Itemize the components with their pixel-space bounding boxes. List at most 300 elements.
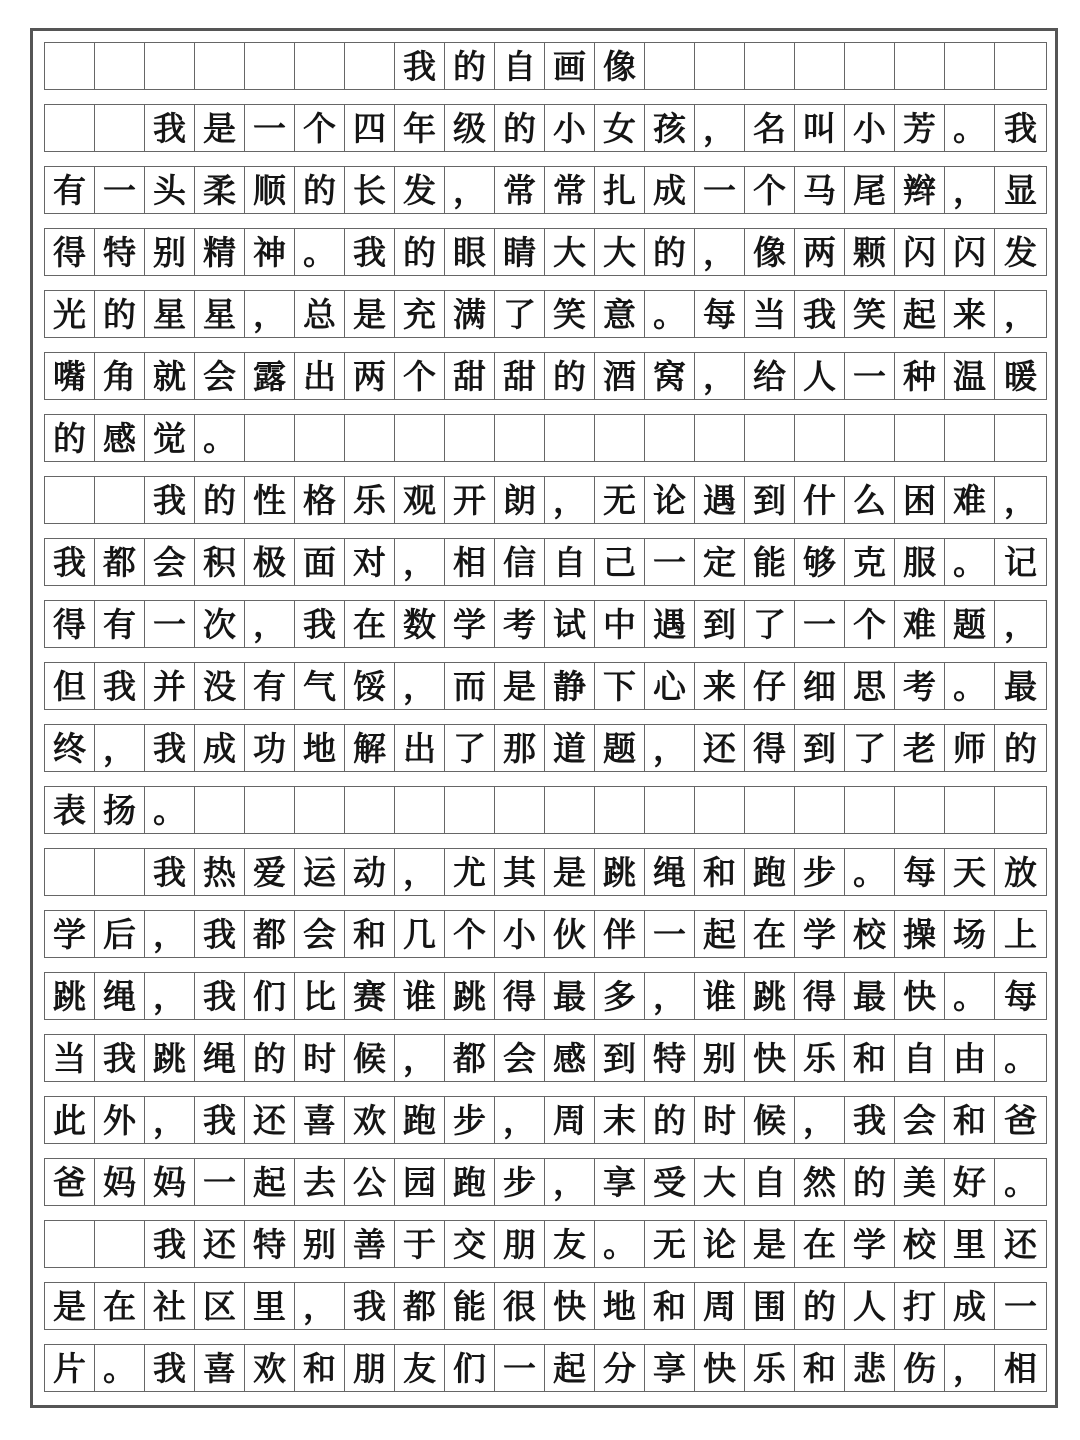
grid-cell: 给 — [745, 353, 795, 399]
grid-cell: 。 — [945, 973, 995, 1019]
grid-cell: 难 — [945, 477, 995, 523]
grid-cell: 跳 — [595, 849, 645, 895]
grid-cell: 特 — [95, 229, 145, 275]
grid-cell: 得 — [495, 973, 545, 1019]
grid-cell: 到 — [595, 1035, 645, 1081]
grid-cell: 校 — [895, 1221, 945, 1267]
grid-cell: 但 — [45, 663, 95, 709]
grid-cell — [745, 415, 795, 461]
grid-cell: 我 — [795, 291, 845, 337]
grid-cell: 观 — [395, 477, 445, 523]
grid-cell: 跳 — [45, 973, 95, 1019]
grid-cell: 好 — [945, 1159, 995, 1205]
grid-cell: 笑 — [545, 291, 595, 337]
grid-cell — [695, 787, 745, 833]
grid-cell: 了 — [845, 725, 895, 771]
grid-cell: 成 — [945, 1283, 995, 1329]
grid-cell: 跳 — [445, 973, 495, 1019]
grid-cell: 在 — [745, 911, 795, 957]
grid-cell: 常 — [495, 167, 545, 213]
grid-cell: 露 — [245, 353, 295, 399]
grid-cell: 显 — [1004, 170, 1037, 210]
grid-cell: 伤 — [895, 1345, 945, 1391]
grid-cell — [395, 415, 445, 461]
grid-cell — [95, 849, 145, 895]
grid-cell: 。 — [945, 105, 995, 151]
grid-cell: ， — [1004, 604, 1037, 644]
grid-cell: 都 — [395, 1283, 445, 1329]
text-row — [44, 848, 1047, 896]
grid-cell: 热 — [195, 849, 245, 895]
grid-cell: ， — [945, 1345, 995, 1391]
grid-cell: 信 — [495, 539, 545, 585]
grid-cell — [995, 43, 1046, 89]
grid-cell: 暖 — [1004, 356, 1037, 396]
grid-cell: 快 — [745, 1035, 795, 1081]
grid-cell: 朋 — [345, 1345, 395, 1391]
grid-cell: 我 — [1004, 108, 1037, 148]
grid-cell: 和 — [945, 1097, 995, 1143]
grid-cell: 长 — [345, 167, 395, 213]
grid-cell: ， — [245, 291, 295, 337]
grid-cell — [545, 787, 595, 833]
grid-cell — [645, 787, 695, 833]
grid-cell: 上 — [1004, 914, 1037, 954]
grid-cell — [995, 415, 1046, 461]
grid-cell: 别 — [695, 1035, 745, 1081]
grid-cell: 和 — [295, 1345, 345, 1391]
grid-cell: 快 — [695, 1345, 745, 1391]
grid-cell: 和 — [695, 849, 745, 895]
grid-cell: 数 — [395, 601, 445, 647]
grid-cell: 名 — [745, 105, 795, 151]
grid-cell: 谁 — [695, 973, 745, 1019]
grid-cell: ， — [395, 849, 445, 895]
text-row — [44, 786, 1047, 834]
grid-cell: 跑 — [445, 1159, 495, 1205]
text-row — [44, 352, 1047, 400]
grid-cell: 美 — [895, 1159, 945, 1205]
grid-cell: 还 — [695, 725, 745, 771]
grid-cell: 己 — [595, 539, 645, 585]
grid-cell — [795, 787, 845, 833]
grid-cell: 周 — [695, 1283, 745, 1329]
grid-cell: 两 — [345, 353, 395, 399]
grid-cell: 得 — [795, 973, 845, 1019]
grid-cell: 无 — [645, 1221, 695, 1267]
grid-cell: 没 — [195, 663, 245, 709]
text-row — [44, 1344, 1047, 1392]
grid-cell: 由 — [945, 1035, 995, 1081]
grid-cell: 特 — [245, 1221, 295, 1267]
grid-cell: 精 — [195, 229, 245, 275]
grid-cell: 里 — [945, 1221, 995, 1267]
grid-cell: 会 — [195, 353, 245, 399]
grid-cell: 此 — [45, 1097, 95, 1143]
grid-cell: 是 — [345, 291, 395, 337]
grid-cell — [95, 1221, 145, 1267]
grid-cell: 考 — [895, 663, 945, 709]
grid-cell: 当 — [45, 1035, 95, 1081]
grid-cell: 格 — [295, 477, 345, 523]
grid-cell: 场 — [945, 911, 995, 957]
grid-cell: 学 — [45, 911, 95, 957]
grid-cell: 我 — [345, 229, 395, 275]
grid-cell: 人 — [845, 1283, 895, 1329]
grid-cell: 服 — [895, 539, 945, 585]
grid-cell: 每 — [895, 849, 945, 895]
grid-cell: 乐 — [745, 1345, 795, 1391]
grid-cell: 去 — [295, 1159, 345, 1205]
grid-cell — [145, 43, 195, 89]
grid-cell: 一 — [245, 105, 295, 151]
grid-cell: 考 — [495, 601, 545, 647]
grid-cell: 绳 — [645, 849, 695, 895]
grid-cell: 神 — [245, 229, 295, 275]
grid-cell: 放 — [1004, 852, 1037, 892]
grid-cell: 尾 — [845, 167, 895, 213]
grid-cell: 时 — [695, 1097, 745, 1143]
grid-cell: 朗 — [495, 477, 545, 523]
grid-cell: 的 — [395, 229, 445, 275]
grid-cell: 的 — [545, 353, 595, 399]
grid-cell: 跳 — [145, 1035, 195, 1081]
text-row — [44, 600, 1047, 648]
grid-cell: 的 — [295, 167, 345, 213]
text-row — [44, 1158, 1047, 1206]
grid-cell: 酒 — [595, 353, 645, 399]
grid-cell: 到 — [745, 477, 795, 523]
grid-cell — [45, 43, 95, 89]
grid-cell: 能 — [445, 1283, 495, 1329]
grid-cell: 一 — [495, 1345, 545, 1391]
grid-cell: 还 — [245, 1097, 295, 1143]
grid-cell — [445, 787, 495, 833]
grid-cell: 馁 — [345, 663, 395, 709]
grid-cell — [795, 415, 845, 461]
grid-cell: 。 — [645, 291, 695, 337]
grid-cell: 记 — [1004, 542, 1037, 582]
grid-cell: 爱 — [245, 849, 295, 895]
grid-cell — [795, 43, 845, 89]
grid-cell: 出 — [395, 725, 445, 771]
grid-cell: 两 — [795, 229, 845, 275]
grid-cell: 遇 — [695, 477, 745, 523]
grid-cell: 扎 — [595, 167, 645, 213]
grid-cell: 然 — [795, 1159, 845, 1205]
grid-cell: 别 — [295, 1221, 345, 1267]
grid-cell: 辫 — [895, 167, 945, 213]
grid-cell — [695, 415, 745, 461]
grid-cell: 步 — [445, 1097, 495, 1143]
grid-cell: ， — [395, 663, 445, 709]
grid-cell: 自 — [495, 43, 545, 89]
grid-cell: 乐 — [345, 477, 395, 523]
grid-cell: 大 — [595, 229, 645, 275]
grid-cell: 。 — [195, 415, 245, 461]
grid-cell: 的 — [495, 105, 545, 151]
grid-cell: 一 — [695, 167, 745, 213]
grid-cell: 我 — [95, 663, 145, 709]
grid-cell: ， — [1004, 480, 1037, 520]
grid-cell — [45, 105, 95, 151]
grid-cell: 了 — [745, 601, 795, 647]
grid-cell: 有 — [95, 601, 145, 647]
grid-cell: 论 — [645, 477, 695, 523]
grid-cell: 人 — [795, 353, 845, 399]
text-row — [44, 414, 1047, 462]
grid-cell: 爸 — [45, 1159, 95, 1205]
grid-cell — [95, 105, 145, 151]
grid-cell — [195, 787, 245, 833]
grid-cell: 伙 — [545, 911, 595, 957]
grid-cell: 闪 — [895, 229, 945, 275]
text-row — [44, 476, 1047, 524]
grid-cell: 叫 — [795, 105, 845, 151]
grid-cell: 外 — [95, 1097, 145, 1143]
grid-cell — [845, 415, 895, 461]
grid-cell: 功 — [245, 725, 295, 771]
grid-cell: 终 — [45, 725, 95, 771]
grid-cell — [295, 415, 345, 461]
grid-cell: 马 — [795, 167, 845, 213]
grid-cell: 中 — [595, 601, 645, 647]
grid-cell: 够 — [795, 539, 845, 585]
grid-cell: 师 — [945, 725, 995, 771]
grid-cell: ， — [395, 1035, 445, 1081]
grid-cell: 克 — [845, 539, 895, 585]
grid-cell: 喜 — [195, 1345, 245, 1391]
grid-cell: 题 — [945, 601, 995, 647]
grid-cell: 顺 — [245, 167, 295, 213]
grid-cell — [745, 787, 795, 833]
grid-cell: ， — [545, 477, 595, 523]
grid-cell: 都 — [245, 911, 295, 957]
grid-cell: 嘴 — [45, 353, 95, 399]
grid-cell: 起 — [245, 1159, 295, 1205]
grid-cell — [45, 1221, 95, 1267]
grid-cell — [445, 415, 495, 461]
grid-cell: 困 — [895, 477, 945, 523]
grid-cell: 社 — [145, 1283, 195, 1329]
grid-cell: 有 — [245, 663, 295, 709]
grid-cell: 欢 — [345, 1097, 395, 1143]
grid-cell: 感 — [545, 1035, 595, 1081]
grid-cell: ， — [695, 105, 745, 151]
grid-cell — [345, 787, 395, 833]
grid-cell: 大 — [695, 1159, 745, 1205]
grid-cell: 芳 — [895, 105, 945, 151]
grid-cell: 。 — [1004, 1162, 1037, 1202]
grid-cell — [245, 43, 295, 89]
grid-cell: 自 — [895, 1035, 945, 1081]
grid-cell: ， — [945, 167, 995, 213]
grid-cell: 总 — [295, 291, 345, 337]
grid-cell: 成 — [645, 167, 695, 213]
grid-cell: 下 — [595, 663, 645, 709]
grid-cell: 仔 — [745, 663, 795, 709]
grid-cell: 满 — [445, 291, 495, 337]
grid-cell: 运 — [295, 849, 345, 895]
grid-cell: 候 — [345, 1035, 395, 1081]
grid-cell: 几 — [395, 911, 445, 957]
grid-cell: 友 — [395, 1345, 445, 1391]
grid-cell: 极 — [245, 539, 295, 585]
text-row — [44, 104, 1047, 152]
text-row — [44, 910, 1047, 958]
grid-cell: 开 — [445, 477, 495, 523]
grid-cell: 论 — [695, 1221, 745, 1267]
grid-cell: 妈 — [95, 1159, 145, 1205]
grid-cell: 步 — [795, 849, 845, 895]
grid-cell: 一 — [795, 601, 845, 647]
grid-cell: 。 — [95, 1345, 145, 1391]
grid-cell: 最 — [845, 973, 895, 1019]
grid-cell: 别 — [145, 229, 195, 275]
grid-cell — [645, 415, 695, 461]
grid-cell: 的 — [445, 43, 495, 89]
grid-cell: 其 — [495, 849, 545, 895]
grid-cell: 朋 — [495, 1221, 545, 1267]
grid-cell — [695, 43, 745, 89]
grid-cell: 级 — [445, 105, 495, 151]
grid-cell: 一 — [645, 911, 695, 957]
grid-cell: 像 — [745, 229, 795, 275]
grid-cell: 我 — [195, 973, 245, 1019]
grid-cell: 快 — [545, 1283, 595, 1329]
text-row — [44, 290, 1047, 338]
grid-cell: 扬 — [95, 787, 145, 833]
grid-cell: 性 — [245, 477, 295, 523]
grid-cell: 么 — [845, 477, 895, 523]
grid-cell: 地 — [295, 725, 345, 771]
grid-cell: 谁 — [395, 973, 445, 1019]
grid-cell: 园 — [395, 1159, 445, 1205]
grid-cell: 解 — [345, 725, 395, 771]
grid-cell: 次 — [195, 601, 245, 647]
grid-cell: 了 — [445, 725, 495, 771]
grid-cell — [945, 787, 995, 833]
grid-cell: 题 — [595, 725, 645, 771]
grid-cell — [895, 415, 945, 461]
text-row — [44, 662, 1047, 710]
grid-cell: 小 — [545, 105, 595, 151]
grid-cell: 我 — [45, 539, 95, 585]
grid-cell: 围 — [745, 1283, 795, 1329]
grid-cell — [95, 43, 145, 89]
grid-cell — [495, 415, 545, 461]
grid-cell: 我 — [145, 477, 195, 523]
text-row — [44, 166, 1047, 214]
grid-cell: 我 — [295, 601, 345, 647]
grid-cell: 到 — [795, 725, 845, 771]
text-row — [44, 1096, 1047, 1144]
grid-cell: 的 — [195, 477, 245, 523]
grid-cell: 最 — [545, 973, 595, 1019]
grid-cell: ， — [95, 725, 145, 771]
grid-cell: 在 — [95, 1283, 145, 1329]
grid-cell — [295, 787, 345, 833]
grid-cell: 的 — [45, 415, 95, 461]
grid-cell: 成 — [195, 725, 245, 771]
grid-cell: ， — [795, 1097, 845, 1143]
text-row — [44, 228, 1047, 276]
grid-cell: 会 — [145, 539, 195, 585]
grid-cell: ， — [395, 539, 445, 585]
grid-cell: 的 — [645, 1097, 695, 1143]
grid-cell: ， — [445, 167, 495, 213]
grid-cell — [845, 787, 895, 833]
grid-cell: 学 — [445, 601, 495, 647]
grid-cell: ， — [145, 1097, 195, 1143]
grid-cell: 公 — [345, 1159, 395, 1205]
grid-cell: ， — [645, 725, 695, 771]
grid-cell: 和 — [645, 1283, 695, 1329]
grid-cell: 。 — [845, 849, 895, 895]
grid-cell: 感 — [95, 415, 145, 461]
grid-cell: 的 — [795, 1283, 845, 1329]
grid-cell: 得 — [45, 601, 95, 647]
text-row — [44, 538, 1047, 586]
grid-cell: 闪 — [945, 229, 995, 275]
grid-cell: 乐 — [795, 1035, 845, 1081]
grid-cell: 的 — [95, 291, 145, 337]
grid-cell: 睛 — [495, 229, 545, 275]
grid-cell: 步 — [495, 1159, 545, 1205]
grid-cell — [995, 787, 1046, 833]
grid-cell: 和 — [345, 911, 395, 957]
grid-cell: 角 — [95, 353, 145, 399]
grid-cell — [45, 849, 95, 895]
grid-cell: 道 — [545, 725, 595, 771]
grid-cell: 候 — [745, 1097, 795, 1143]
grid-cell: 在 — [345, 601, 395, 647]
grid-cell: 细 — [795, 663, 845, 709]
grid-cell: 爸 — [1004, 1100, 1037, 1140]
title-row — [44, 42, 1047, 90]
grid-cell: 很 — [495, 1283, 545, 1329]
grid-cell: 。 — [945, 663, 995, 709]
grid-cell: 而 — [445, 663, 495, 709]
grid-cell: 当 — [745, 291, 795, 337]
grid-cell: ， — [245, 601, 295, 647]
grid-cell: ， — [145, 973, 195, 1019]
grid-cell: 享 — [645, 1345, 695, 1391]
grid-cell: 每 — [1004, 976, 1037, 1016]
grid-cell: 头 — [145, 167, 195, 213]
grid-cell: 什 — [795, 477, 845, 523]
grid-cell: 积 — [195, 539, 245, 585]
grid-cell: 动 — [345, 849, 395, 895]
grid-cell: 来 — [945, 291, 995, 337]
grid-cell: 赛 — [345, 973, 395, 1019]
text-row — [44, 1220, 1047, 1268]
text-row — [44, 972, 1047, 1020]
grid-cell — [195, 43, 245, 89]
grid-cell: 是 — [45, 1283, 95, 1329]
grid-cell: 星 — [195, 291, 245, 337]
text-row — [44, 1034, 1047, 1082]
grid-cell: 。 — [145, 787, 195, 833]
grid-cell: 了 — [495, 291, 545, 337]
grid-cell: 天 — [945, 849, 995, 895]
grid-cell: 后 — [95, 911, 145, 957]
grid-cell: 。 — [295, 229, 345, 275]
grid-cell: 跳 — [745, 973, 795, 1019]
grid-cell: 享 — [595, 1159, 645, 1205]
grid-cell: 个 — [745, 167, 795, 213]
grid-cell: 起 — [695, 911, 745, 957]
